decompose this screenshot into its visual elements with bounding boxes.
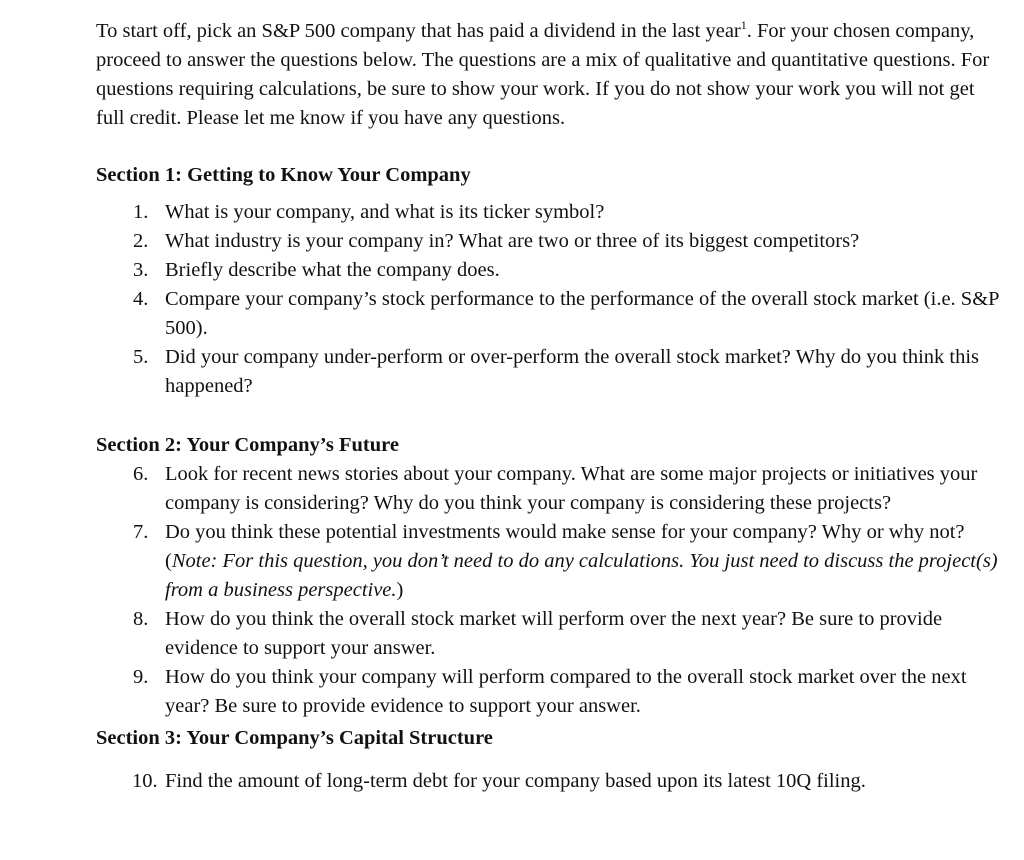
document-page xyxy=(96,17,1001,796)
question-item xyxy=(96,663,1001,721)
question-text: Compare your company’s stock performance to the performance of the overall stock market (i.e. S&P 500). xyxy=(165,288,999,339)
question-item xyxy=(96,285,1001,343)
question-text: How do you think your company will perform compared to the overall stock market over the next year? Be sure to provide evidence to support your answer. xyxy=(165,666,967,717)
question-text: Briefly describe what the company does. xyxy=(165,259,500,281)
question-number: 2. xyxy=(133,230,149,252)
question-number: 4. xyxy=(133,288,149,310)
question-text: Do you think these potential investments would make sense for your company? Why or why not? ( xyxy=(165,521,965,572)
question-text: What is your company, and what is its ticker symbol? xyxy=(165,201,605,223)
question-item xyxy=(96,518,1001,605)
intro-paragraph xyxy=(96,17,1001,133)
section-1-heading: Section 1: Getting to Know Your Company xyxy=(96,164,471,186)
question-number: 7. xyxy=(133,521,149,543)
question-item xyxy=(96,605,1001,663)
question-text: How do you think the overall stock market will perform over the next year? Be sure to provide evidence to support your answer. xyxy=(165,608,943,659)
question-number: 10. xyxy=(132,770,158,792)
intro-text: To start off, pick an S&P 500 company that has paid a dividend in the last year xyxy=(96,20,741,42)
question-text: Look for recent news stories about your company. What are some major projects or initiatives your company is considering? Why do you think your company is considering these projects? xyxy=(165,463,978,514)
question-number: 5. xyxy=(133,346,149,368)
question-item xyxy=(96,343,1001,401)
section-1-question-list xyxy=(96,198,1001,401)
section-3-heading: Section 3: Your Company’s Capital Structure xyxy=(96,727,493,749)
question-item xyxy=(96,460,1001,518)
question-number: 3. xyxy=(133,259,149,281)
section-2-question-list xyxy=(96,460,1001,721)
section-3-question-list xyxy=(96,767,1001,796)
question-item xyxy=(96,256,1001,285)
question-item xyxy=(96,198,1001,227)
question-text-end: ) xyxy=(396,579,404,601)
question-item xyxy=(96,767,1001,796)
question-text: What industry is your company in? What are two or three of its biggest competitors? xyxy=(165,230,860,252)
question-number: 9. xyxy=(133,666,149,688)
question-item xyxy=(96,227,1001,256)
question-note: Note: For this question, you don’t need to do any calculations. You just need to discuss the project(s) from a business perspective. xyxy=(165,550,998,601)
question-number: 8. xyxy=(133,608,149,630)
footnote-mark: 1 xyxy=(740,18,747,33)
question-number: 1. xyxy=(133,201,149,223)
question-text: Find the amount of long-term debt for your company based upon its latest 10Q filing. xyxy=(165,770,866,792)
section-2-heading: Section 2: Your Company’s Future xyxy=(96,434,399,456)
question-number: 6. xyxy=(133,463,149,485)
question-text: Did your company under-perform or over-perform the overall stock market? Why do you think this happened? xyxy=(165,346,980,397)
intro-text-continued: . For your chosen company, proceed to answer the questions below. The questions are a mix of qualitative and quantitative questions. For questions requiring calculations, be sure to show your work. If you do not show your work you will not get full credit. Please let me know if you have any questions. xyxy=(96,20,990,129)
